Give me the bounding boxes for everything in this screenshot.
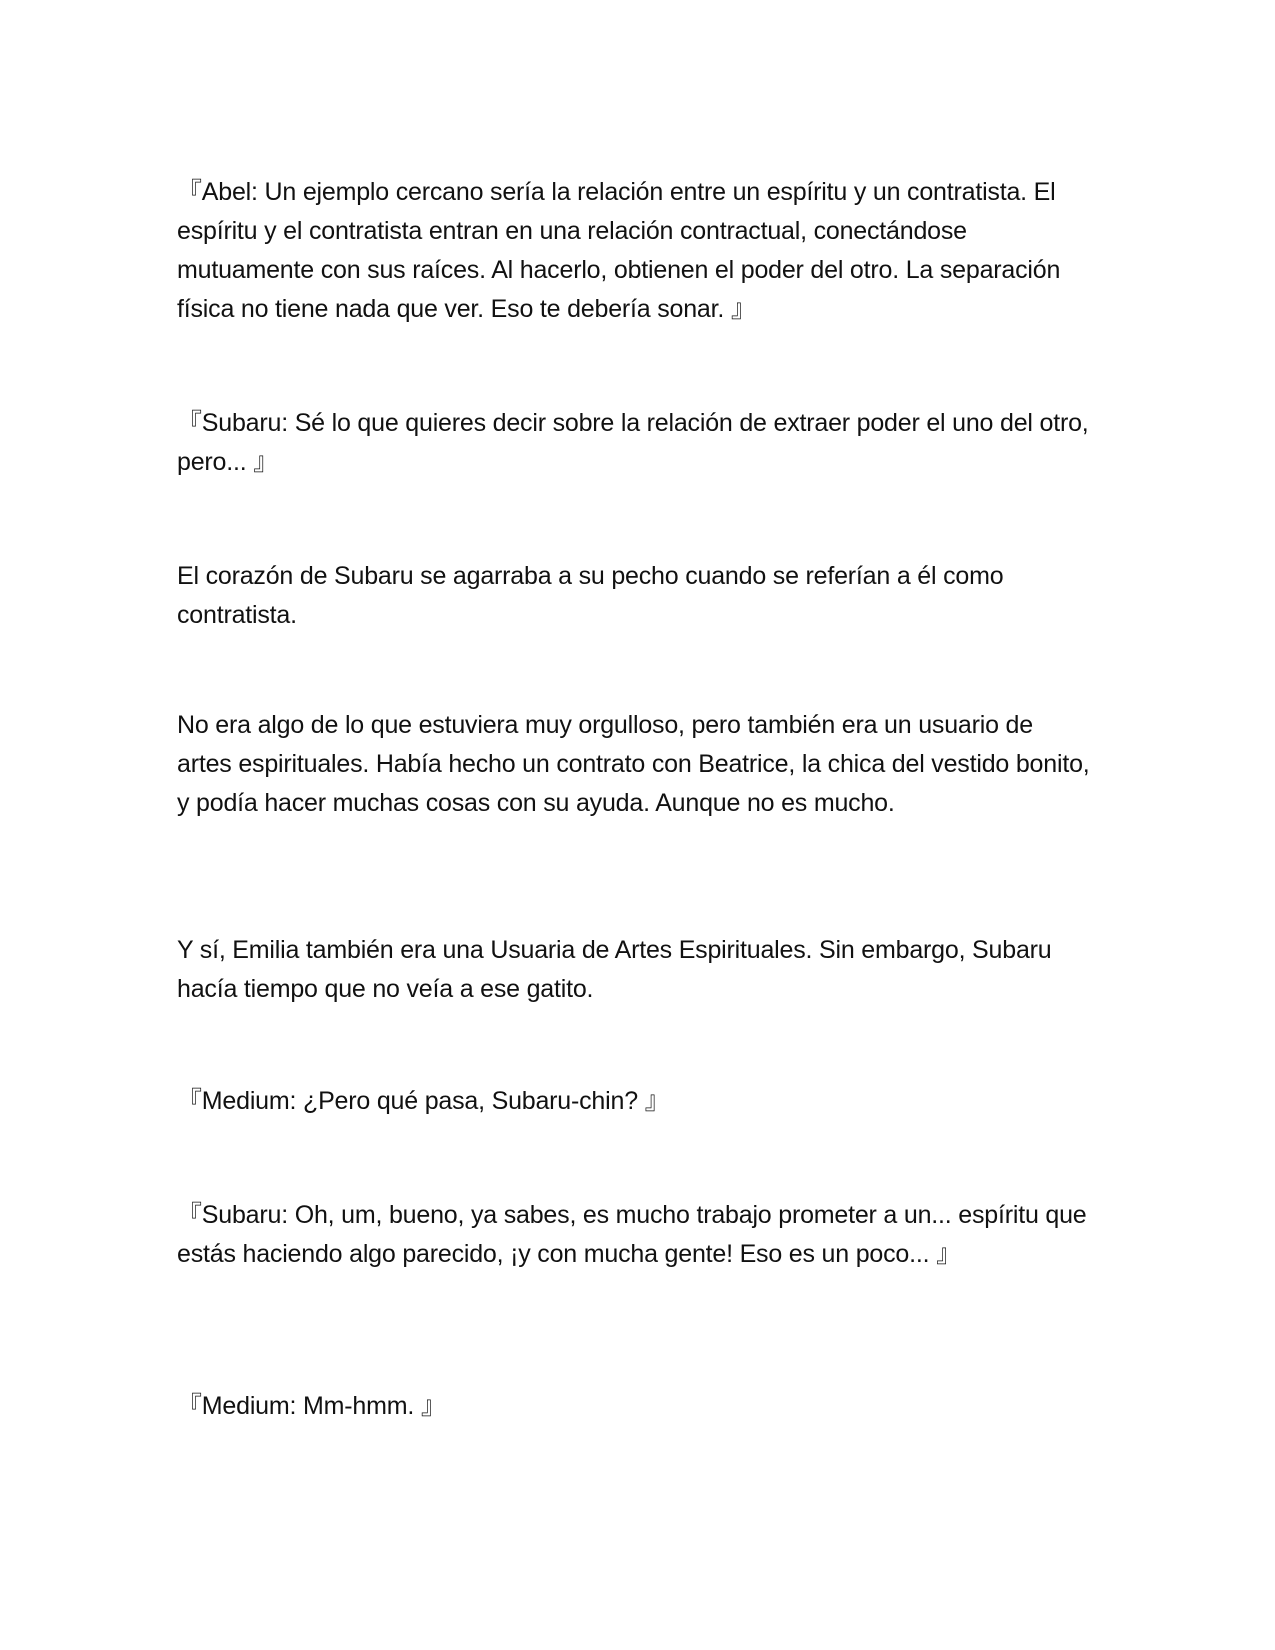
paragraph-narration-emilia: Y sí, Emilia también era una Usuaria de Artes Espirituales. Sin embargo, Subaru hacía tiempo que no veía a ese gatito. <box>177 936 1052 1003</box>
paragraph-narration-spirit-user: No era algo de lo que estuviera muy orgulloso, pero también era un usuario de artes espirituales. Había hecho un contrato con Beatrice, la chica del vestido bonito, y podía hacer muchas cosas con su ayuda. Aunque no es mucho. <box>177 711 1090 817</box>
paragraph-medium-dialogue: 『Medium: ¿Pero qué pasa, Subaru-chin? 』 <box>177 1087 670 1115</box>
paragraph-narration-heart: El corazón de Subaru se agarraba a su pecho cuando se referían a él como contratista. <box>177 562 1004 629</box>
paragraph-subaru-dialogue: 『Subaru: Sé lo que quieres decir sobre la relación de extraer poder el uno del otro, pero... 』 <box>177 409 1089 476</box>
paragraph-medium-reply: 『Medium: Mm-hmm. 』 <box>177 1392 446 1420</box>
paragraph-abel-dialogue: 『Abel: Un ejemplo cercano sería la relación entre un espíritu y un contratista. El espíritu y el contratista entran en una relación contractual, conectándose mutuamente con sus raíces. Al hacerlo, obtienen el poder del otro. La separación física no tiene nada que ver. Eso te debería sonar. 』 <box>177 178 1061 323</box>
paragraph-subaru-reply: 『Subaru: Oh, um, bueno, ya sabes, es mucho trabajo prometer a un... espíritu que estás haciendo algo parecido, ¡y con mucha gente! Eso es un poco... 』 <box>177 1201 1087 1268</box>
